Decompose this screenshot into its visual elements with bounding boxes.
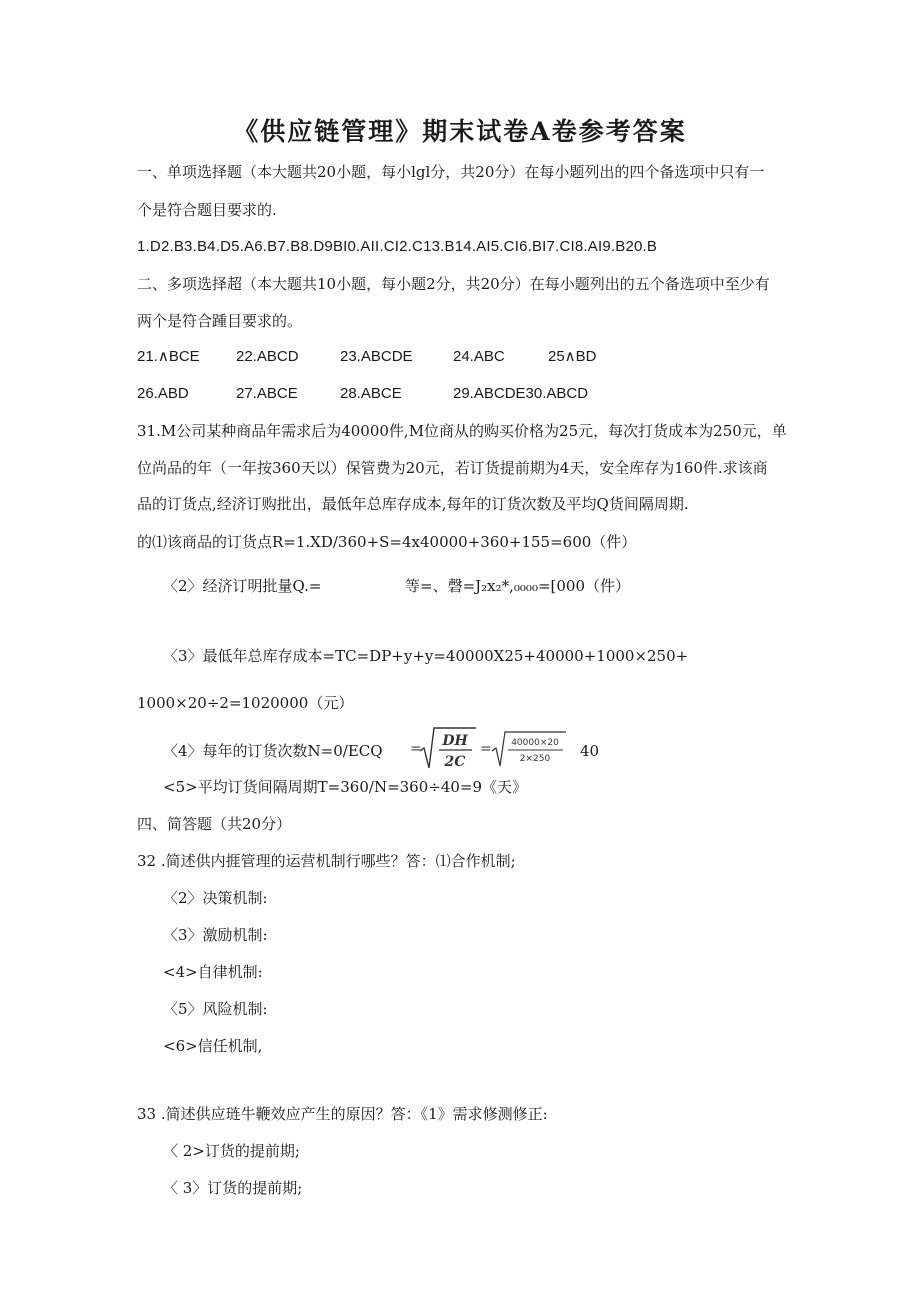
section2-heading-line1: 二、多项选择超（本大题共10小题，每小题2分，共20分）在每小题列出的五个备选项中至少有 <box>137 275 770 293</box>
answer-21: 21.∧BCE <box>137 348 200 365</box>
section4-heading: 四、简答题（共20分） <box>137 815 292 833</box>
q31-line3: 品的订货点,经济订购批出，最低年总库存成本,每年的订货次数及平均Q货间隔周期. <box>137 495 689 513</box>
eoq-formula-svg <box>410 724 570 774</box>
q31-answer-3-line1: 〈3〉最低年总库存成本=TC=DP+y+y=40000X25+40000+1000×250+ <box>163 647 689 665</box>
q32-item-2: 〈2〉决策机制: <box>163 889 268 907</box>
q31-answer-4-left: 〈4〉每年的订货次数N=0/ECQ <box>163 742 383 760</box>
answer-25: 25∧BD <box>548 348 597 365</box>
svg-text:=: = <box>410 741 422 757</box>
section2-heading-line2: 两个是符合踵目要求的。 <box>137 312 303 330</box>
answer-26: 26.ABD <box>137 385 189 402</box>
answer-22: 22.ABCD <box>236 348 299 365</box>
q33-item-3: 〈 3〉订货的提前期; <box>163 1179 303 1197</box>
q32-line1: 32 .简述供内捱管理的运营机制行哪些？答：⑴合作机制; <box>137 852 516 870</box>
svg-text:=: = <box>480 741 492 757</box>
q31-answer-5: <5>平均订货间隔周期T=360/N=360÷40=9《天》 <box>163 778 528 796</box>
q31-answer-4-right: 40 <box>580 742 600 760</box>
q33-line1: 33 .简述供应琏牛鞭效应产生的原因？答：《1》需求修测修正: <box>137 1105 548 1123</box>
section1-heading-line1: 一、单项选择题（本大题共20小题，每小lgl分，共20分）在每小题列出的四个备选项中只有一 <box>137 163 765 181</box>
formula-rhs-denominator: 2×250 <box>519 754 551 764</box>
q32-item-5: 〈5〉风险机制: <box>163 1000 268 1018</box>
answer-28: 28.ABCE <box>340 385 402 402</box>
answer-23: 23.ABCDE <box>340 348 413 365</box>
q31-line1: 31.M公司某种商品年需求后为40000件,M位商从的购买价格为25元，每次打货成本为250元，单 <box>137 422 787 440</box>
q31-answer-2-right: 等=、磬=J₂x₂*,₀₀₀₀=[000（件） <box>405 577 631 595</box>
q32-item-6: <6>信任机制, <box>163 1037 263 1055</box>
q32-item-4: <4>自律机制: <box>163 963 263 981</box>
answer-24: 24.ABC <box>453 348 505 365</box>
q31-answer-2-left: 〈2〉经济订明批量Q.= <box>163 577 322 595</box>
q32-item-3: 〈3〉激励机制: <box>163 926 268 944</box>
q31-answer-1: 的⑴该商品的订货点R=1.XD/360+S=4x40000+360+155=600（件） <box>137 533 637 551</box>
formula-lhs-numerator: DH <box>442 733 468 749</box>
section1-answers: 1.D2.B3.B4.D5.A6.B7.B8.D9BI0.AII.CI2.C13.B14.AI5.CI6.BI7.CI8.AI9.B20.B <box>137 238 658 255</box>
eoq-formula-image <box>410 724 570 774</box>
formula-rhs-numerator: 40000×20 <box>511 738 559 748</box>
q31-answer-3-line2: 1000×20÷2=1020000（元） <box>137 694 354 712</box>
formula-lhs-denominator: 2C <box>444 754 466 770</box>
q33-item-2: 〈 2>订货的提前期; <box>163 1142 300 1160</box>
answer-27: 27.ABCE <box>236 385 298 402</box>
page-title: 《供应链管理》期末试卷A卷参考答案 <box>233 117 687 146</box>
q31-line2: 位尚品的年（一年按360天以）保管费为20元，若订货提前期为4天，安全库存为160件.求该商 <box>137 459 768 477</box>
answer-29-30: 29.ABCDE30.ABCD <box>453 385 589 402</box>
section1-heading-line2: 个是符合题目要求的. <box>137 201 277 219</box>
